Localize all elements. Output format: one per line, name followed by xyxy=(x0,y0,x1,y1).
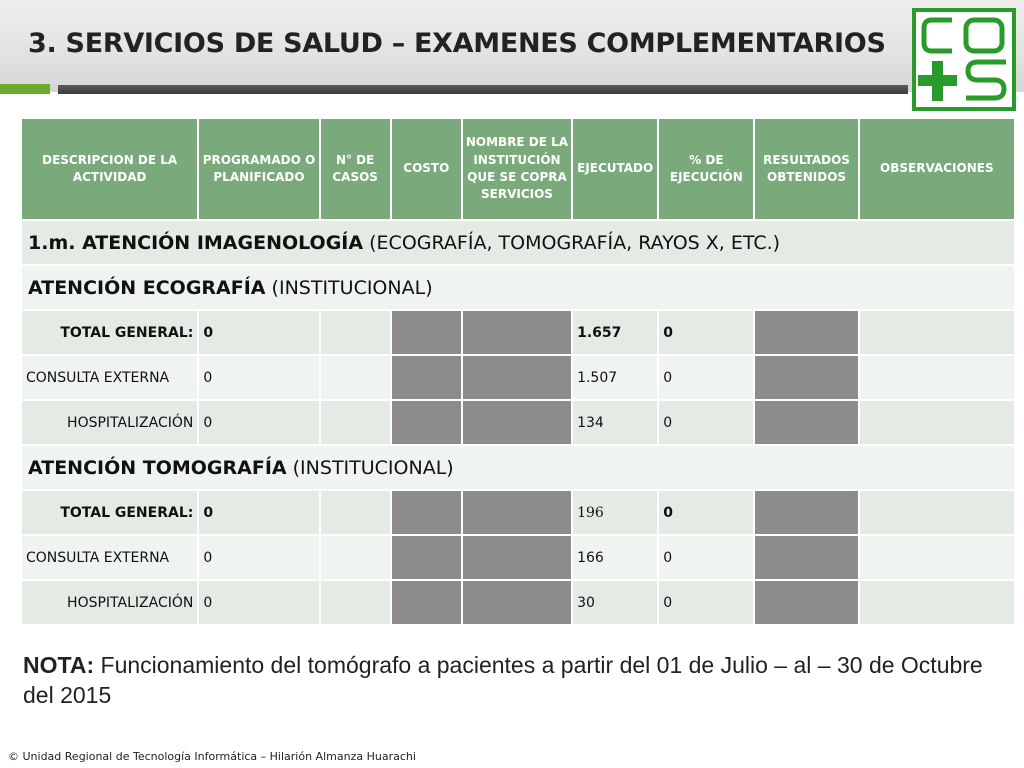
nota-body: Funcionamiento del tomógrafo a pacientes a partir del 01 de Julio – al – 30 de Octubre del 2015 xyxy=(23,652,983,708)
programado-cell: 0 xyxy=(199,401,318,444)
col-header-porcentaje: % DE EJECUCIÓN xyxy=(659,119,753,219)
institucion-cell xyxy=(463,581,571,624)
costo-cell xyxy=(392,581,461,624)
programado-cell: 0 xyxy=(199,491,318,534)
accent-bar-dark xyxy=(58,85,908,94)
servicios-table xyxy=(20,117,1016,626)
institucion-cell xyxy=(463,356,571,399)
subsection-title-normal: (INSTITUCIONAL) xyxy=(286,456,454,479)
porcentaje-cell: 0 xyxy=(659,581,753,624)
section-row-imagenologia xyxy=(22,221,1014,264)
col-header-ejecutado: EJECUTADO xyxy=(573,119,657,219)
costo-cell xyxy=(392,311,461,354)
table-header-row xyxy=(22,119,1014,219)
observaciones-cell xyxy=(860,401,1014,444)
costo-cell xyxy=(392,491,461,534)
programado-cell: 0 xyxy=(199,536,318,579)
col-header-casos: N° DE CASOS xyxy=(321,119,390,219)
col-header-descripcion: DESCRIPCION DE LA ACTIVIDAD xyxy=(22,119,197,219)
porcentaje-cell: 0 xyxy=(659,401,753,444)
casos-cell xyxy=(321,536,390,579)
institucion-cell xyxy=(463,536,571,579)
ejecutado-cell: 134 xyxy=(573,401,657,444)
casos-cell xyxy=(321,356,390,399)
table-row xyxy=(22,311,1014,354)
costo-cell xyxy=(392,401,461,444)
footer-credit: © Unidad Regional de Tecnología Informática – Hilarión Almanza Huarachi xyxy=(8,750,416,763)
col-header-programado: PROGRAMADO O PLANIFICADO xyxy=(199,119,318,219)
ejecutado-cell: 30 xyxy=(573,581,657,624)
observaciones-cell xyxy=(860,491,1014,534)
row-label: CONSULTA EXTERNA xyxy=(22,536,197,579)
porcentaje-cell: 0 xyxy=(659,311,753,354)
section-title-normal: (ECOGRAFÍA, TOMOGRAFÍA, RAYOS X, ETC.) xyxy=(363,231,781,254)
subsection-title-ecografia xyxy=(22,266,1014,309)
porcentaje-cell: 0 xyxy=(659,491,753,534)
institucion-cell xyxy=(463,311,571,354)
table-row xyxy=(22,491,1014,534)
costo-cell xyxy=(392,356,461,399)
ejecutado-cell: 1.657 xyxy=(573,311,657,354)
resultados-cell xyxy=(755,401,857,444)
ejecutado-cell: 1.507 xyxy=(573,356,657,399)
subsection-title-normal: (INSTITUCIONAL) xyxy=(265,276,433,299)
observaciones-cell xyxy=(860,536,1014,579)
porcentaje-cell: 0 xyxy=(659,536,753,579)
col-header-institucion: NOMBRE DE LA INSTITUCIÓN QUE SE COPRA SERVICIOS xyxy=(463,119,571,219)
nota-text xyxy=(23,650,1013,710)
resultados-cell xyxy=(755,581,857,624)
casos-cell xyxy=(321,581,390,624)
resultados-cell xyxy=(755,491,857,534)
subsection-title-bold: ATENCIÓN ECOGRAFÍA xyxy=(28,276,266,299)
porcentaje-cell: 0 xyxy=(659,356,753,399)
resultados-cell xyxy=(755,536,857,579)
subsection-title-tomografia xyxy=(22,446,1014,489)
subsection-title-bold: ATENCIÓN TOMOGRAFÍA xyxy=(28,456,287,479)
programado-cell: 0 xyxy=(199,356,318,399)
resultados-cell xyxy=(755,356,857,399)
casos-cell xyxy=(321,311,390,354)
page-title: 3. SERVICIOS DE SALUD – EXAMENES COMPLEMENTARIOS xyxy=(28,28,886,59)
accent-bar-green xyxy=(0,84,50,94)
nota-label: NOTA: xyxy=(23,652,95,678)
subsection-row-tomografia xyxy=(22,446,1014,489)
costo-cell xyxy=(392,536,461,579)
observaciones-cell xyxy=(860,581,1014,624)
col-header-resultados: RESULTADOS OBTENIDOS xyxy=(755,119,857,219)
section-title-bold: 1.m. ATENCIÓN IMAGENOLOGÍA xyxy=(28,231,364,254)
institucion-cell xyxy=(463,491,571,534)
row-label: CONSULTA EXTERNA xyxy=(22,356,197,399)
col-header-observaciones: OBSERVACIONES xyxy=(860,119,1014,219)
casos-cell xyxy=(321,401,390,444)
observaciones-cell xyxy=(860,356,1014,399)
programado-cell: 0 xyxy=(199,581,318,624)
resultados-cell xyxy=(755,311,857,354)
row-label: TOTAL GENERAL: xyxy=(22,491,197,534)
table-row xyxy=(22,401,1014,444)
row-label: HOSPITALIZACIÓN xyxy=(22,401,197,444)
row-label: TOTAL GENERAL: xyxy=(22,311,197,354)
row-label: HOSPITALIZACIÓN xyxy=(22,581,197,624)
institucion-cell xyxy=(463,401,571,444)
ejecutado-cell: 166 xyxy=(573,536,657,579)
ejecutado-cell: 196 xyxy=(573,491,657,534)
casos-cell xyxy=(321,491,390,534)
section-title-imagenologia xyxy=(22,221,1014,264)
observaciones-cell xyxy=(860,311,1014,354)
col-header-costo: COSTO xyxy=(392,119,461,219)
cops-logo xyxy=(912,8,1016,111)
table-row xyxy=(22,536,1014,579)
programado-cell: 0 xyxy=(199,311,318,354)
table-row xyxy=(22,581,1014,624)
subsection-row-ecografia xyxy=(22,266,1014,309)
table-row xyxy=(22,356,1014,399)
